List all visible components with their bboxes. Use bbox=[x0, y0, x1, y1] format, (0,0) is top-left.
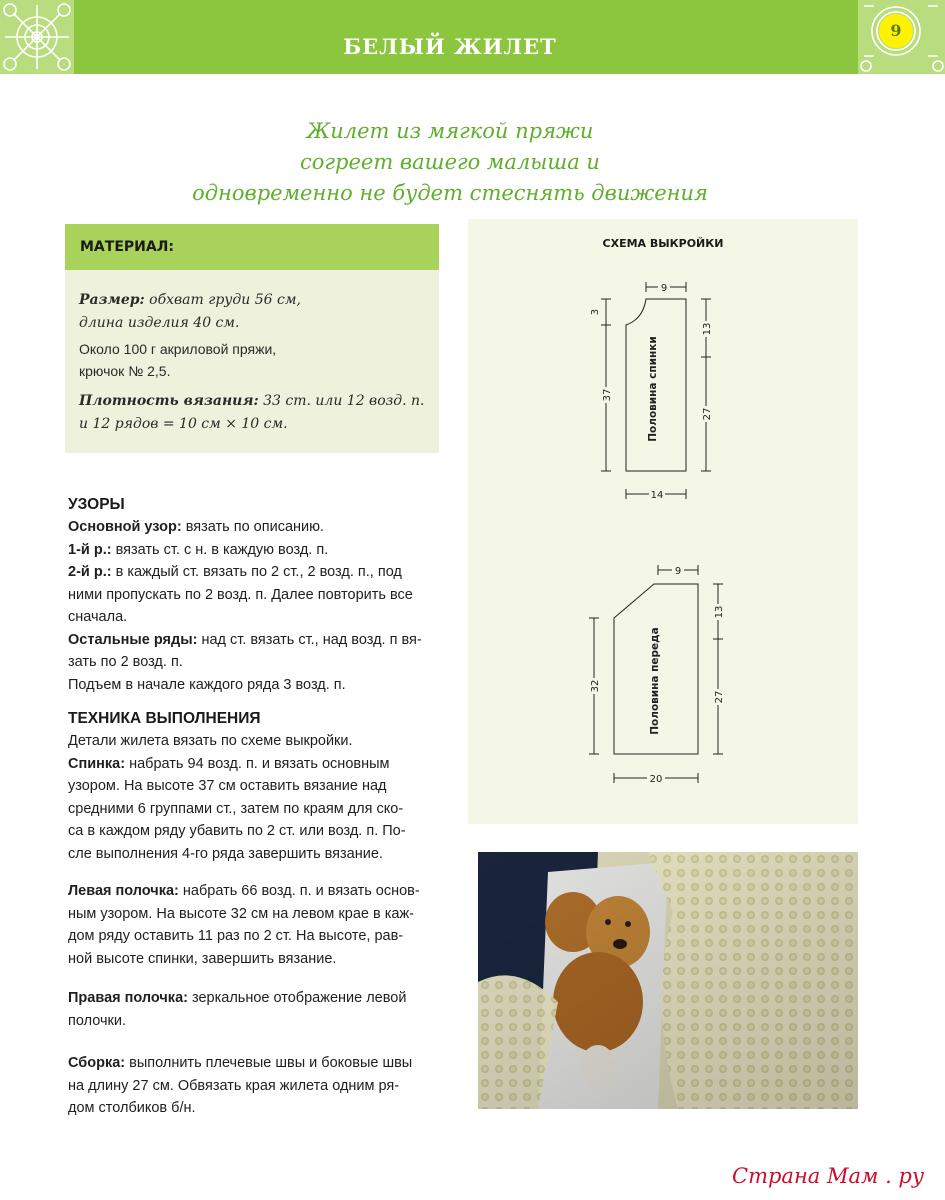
row2-text: ними пропускать по 2 возд. п. Далее повторить все bbox=[68, 586, 413, 603]
main-pattern-label: Основной узор: bbox=[68, 519, 182, 535]
size-text: обхват груди 56 см, bbox=[144, 292, 301, 308]
assembly-text: выполнить плечевые швы и боковые швы bbox=[125, 1055, 413, 1071]
subtitle-line: согреет вашего малыша и bbox=[300, 150, 600, 174]
technique-back-text bbox=[68, 730, 450, 865]
size-paragraph bbox=[79, 288, 429, 334]
back-text: сле выполнения 4-го ряда завершить вязание. bbox=[68, 845, 383, 862]
technique-intro: Детали жилета вязать по схеме выкройки. bbox=[68, 733, 353, 749]
patterns-heading: УЗОРЫ bbox=[68, 496, 125, 513]
row1-label: 1-й р.: bbox=[68, 541, 112, 558]
density-text: 33 ст. или 12 возд. п. bbox=[258, 393, 425, 409]
rest-rows-label: Остальные ряды: bbox=[68, 631, 198, 648]
technique-left-text bbox=[68, 880, 450, 970]
site-watermark: Страна Мам . ру bbox=[732, 1164, 925, 1188]
subtitle bbox=[150, 116, 750, 209]
lift-text: Подъем в начале каждого ряда 3 возд. п. bbox=[68, 676, 346, 693]
back-right-height: 27 bbox=[702, 407, 713, 421]
back-piece-label: Половина спинки bbox=[647, 336, 659, 442]
front-right-top: 13 bbox=[714, 605, 725, 619]
assembly-label: Сборка: bbox=[68, 1055, 126, 1071]
row2-text: в каждый ст. вязать по 2 ст., 2 возд. п., под bbox=[111, 564, 402, 580]
material-box bbox=[65, 224, 439, 453]
assembly-text: дом столбиков б/н. bbox=[68, 1100, 196, 1116]
density-label: Плотность вязания: bbox=[79, 393, 259, 409]
left-front-label: Левая полочка: bbox=[68, 883, 179, 899]
technique-heading: ТЕХНИКА ВЫПОЛНЕНИЯ bbox=[68, 710, 261, 727]
row2-text: сначала. bbox=[68, 609, 128, 625]
technique-assembly-text bbox=[68, 1052, 450, 1120]
schema-diagram bbox=[468, 219, 858, 824]
main-pattern-text: вязать по описанию. bbox=[181, 519, 325, 535]
rest-rows-text: над ст. вязать ст., над возд. п вя- bbox=[197, 631, 422, 648]
front-top-width: 9 bbox=[674, 566, 682, 577]
right-front-text: полочки. bbox=[68, 1012, 126, 1029]
right-front-text: зеркальное отображение левой bbox=[187, 990, 407, 1006]
page-number-badge: 9 bbox=[879, 14, 913, 48]
front-bottom-width: 20 bbox=[649, 774, 663, 785]
left-front-text: дом ряду оставить 11 раз по 2 ст. На высоте, рав- bbox=[68, 928, 404, 944]
rest-rows-text: зать по 2 возд. п. bbox=[68, 654, 183, 670]
vest-photo bbox=[478, 852, 858, 1109]
left-front-text: ным узором. На высоте 32 см на левом крае в каж- bbox=[68, 905, 414, 922]
yarn-paragraph bbox=[79, 338, 429, 382]
yarn-text: крючок № 2,5. bbox=[79, 363, 171, 379]
back-left-top: 3 bbox=[590, 308, 601, 316]
back-left-height: 37 bbox=[602, 388, 613, 402]
schema-title: СХЕМА ВЫКРОЙКИ bbox=[602, 237, 724, 250]
back-text: са в каждом ряду убавить по 2 ст. или возд. п. По- bbox=[68, 823, 406, 839]
subtitle-line: одновременно не будет стеснять движения bbox=[192, 181, 708, 205]
left-front-text: набрать 66 возд. п. и вязать основ- bbox=[178, 883, 420, 899]
front-left-height: 32 bbox=[590, 679, 601, 693]
back-label: Спинка: bbox=[68, 755, 126, 772]
back-right-top: 13 bbox=[702, 322, 713, 336]
subtitle-line: Жилет из мягкой пряжи bbox=[306, 119, 594, 143]
header-banner bbox=[0, 0, 945, 74]
left-front-text: ной высоте спинки, завершить вязание. bbox=[68, 950, 337, 967]
front-piece-label: Половина переда bbox=[649, 627, 661, 735]
yarn-text: Около 100 г акриловой пряжи, bbox=[79, 341, 277, 357]
row2-label: 2-й р.: bbox=[68, 564, 112, 580]
back-top-width: 9 bbox=[660, 283, 668, 294]
patterns-text bbox=[68, 516, 450, 696]
size-text: длина изделия 40 см. bbox=[79, 315, 240, 331]
pattern-schema-panel bbox=[468, 219, 858, 824]
back-text: узором. На высоте 37 см оставить вязание над bbox=[68, 778, 387, 794]
right-front-label: Правая полочка: bbox=[68, 990, 188, 1006]
vest-photo-image bbox=[478, 852, 858, 1109]
technique-right-text bbox=[68, 987, 450, 1032]
density-paragraph bbox=[79, 389, 429, 435]
back-text: набрать 94 возд. п. и вязать основным bbox=[125, 755, 390, 772]
assembly-text: на длину 27 см. Обвязать края жилета одним ря- bbox=[68, 1077, 400, 1094]
back-text: средними 6 группами ст., затем по краям для ско- bbox=[68, 800, 404, 817]
size-label: Размер: bbox=[79, 292, 145, 308]
page-title: БЕЛЫЙ ЖИЛЕТ bbox=[343, 34, 557, 59]
back-bottom-width: 14 bbox=[650, 490, 664, 501]
material-heading: МАТЕРИАЛ: bbox=[80, 239, 174, 255]
front-right-height: 27 bbox=[714, 690, 725, 704]
row1-text: вязать ст. с н. в каждую возд. п. bbox=[111, 541, 329, 558]
material-heading-bar bbox=[65, 224, 439, 270]
density-text: и 12 рядов = 10 см × 10 см. bbox=[79, 416, 288, 432]
